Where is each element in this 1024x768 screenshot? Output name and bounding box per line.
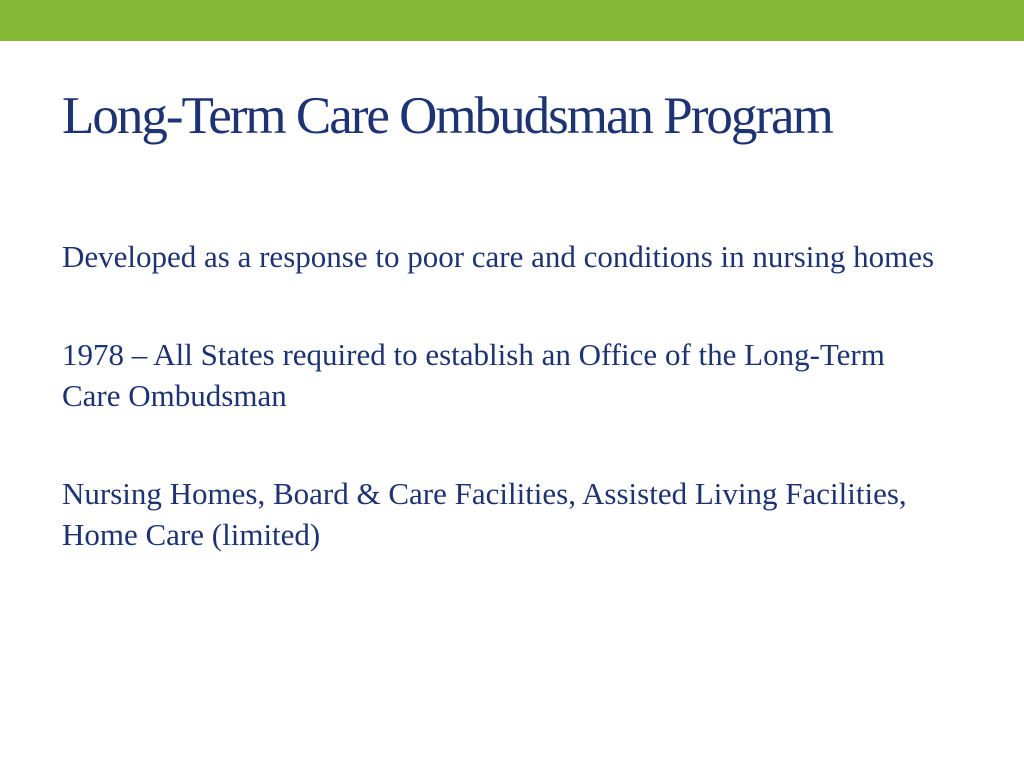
bullet-item: Developed as a response to poor care and conditions in nursing homes [62, 239, 935, 274]
slide-title: Long-Term Care Ombudsman Program [62, 87, 832, 145]
top-accent-bar [0, 0, 1024, 41]
bullet-item: 1978 – All States required to establish an Office of the Long-Term Care Ombudsman [62, 337, 885, 413]
bullet-item: Nursing Homes, Board & Care Facilities, Assisted Living Facilities, Home Care (limited) [62, 476, 907, 552]
bullet-list [62, 236, 942, 612]
